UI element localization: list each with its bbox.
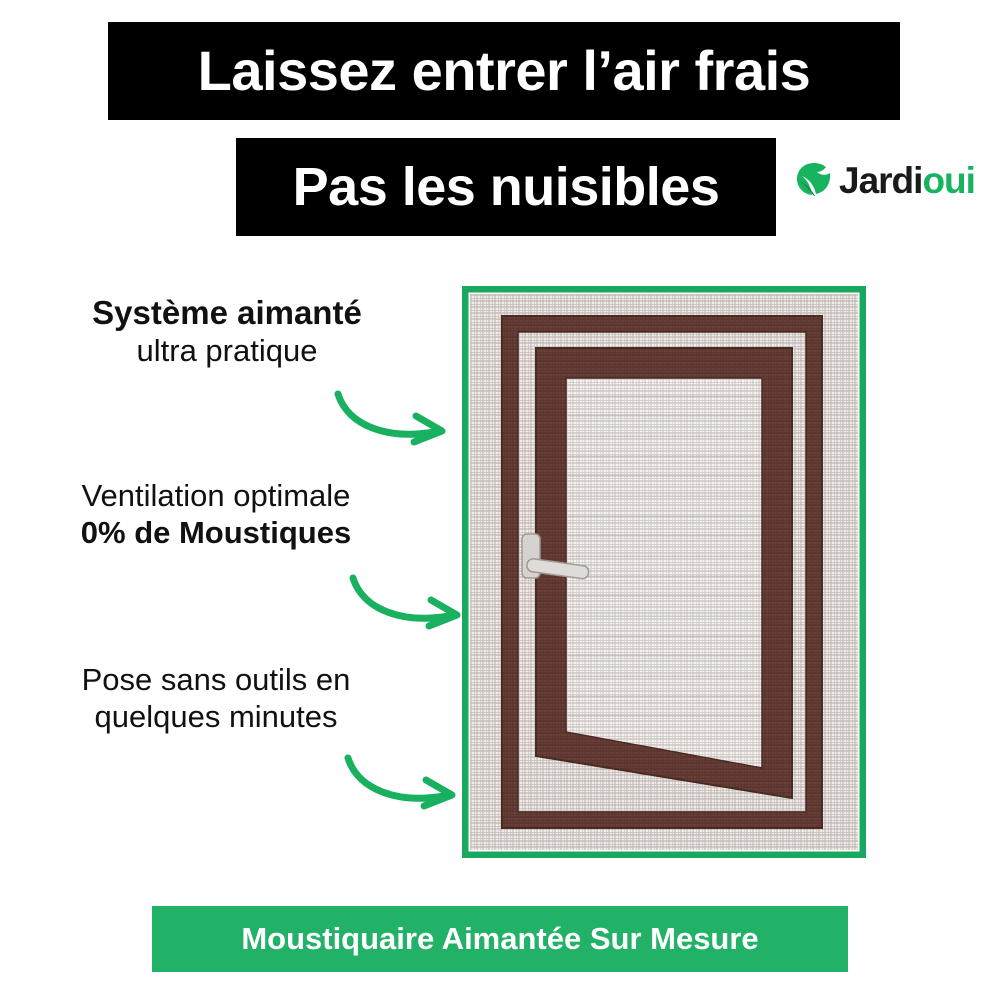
headline-line-1: Laissez entrer l’air frais	[197, 39, 811, 102]
headline-block-secondary	[236, 138, 776, 236]
headline-line-2: Pas les nuisibles	[292, 157, 720, 217]
feature-1-line-2: ultra pratique	[136, 332, 318, 368]
bottom-banner	[152, 906, 848, 972]
headline-block-primary	[108, 22, 900, 120]
banner-text: Moustiquaire Aimantée Sur Mesure	[241, 921, 759, 956]
feature-text-3	[0, 662, 432, 735]
curved-arrow-icon	[345, 572, 475, 642]
feature-text-1	[12, 294, 442, 370]
leaf-icon	[795, 160, 833, 200]
brand-name	[839, 159, 975, 201]
curved-arrow-icon	[330, 388, 460, 458]
brand-name-green: oui	[922, 159, 975, 201]
feature-3-line-1: Pose sans outils en	[81, 662, 351, 697]
brand-logo	[795, 160, 975, 200]
feature-2-line-1: Ventilation optimale	[81, 478, 351, 513]
feature-text-2	[0, 478, 432, 551]
feature-1-line-1: Système aimanté	[92, 294, 362, 331]
feature-2-line-2: 0% de Moustiques	[80, 514, 352, 550]
curved-arrow-icon	[340, 752, 470, 822]
product-image	[462, 286, 866, 858]
feature-3-line-2: quelques minutes	[94, 698, 338, 734]
brand-name-dark: Jardi	[839, 159, 923, 201]
